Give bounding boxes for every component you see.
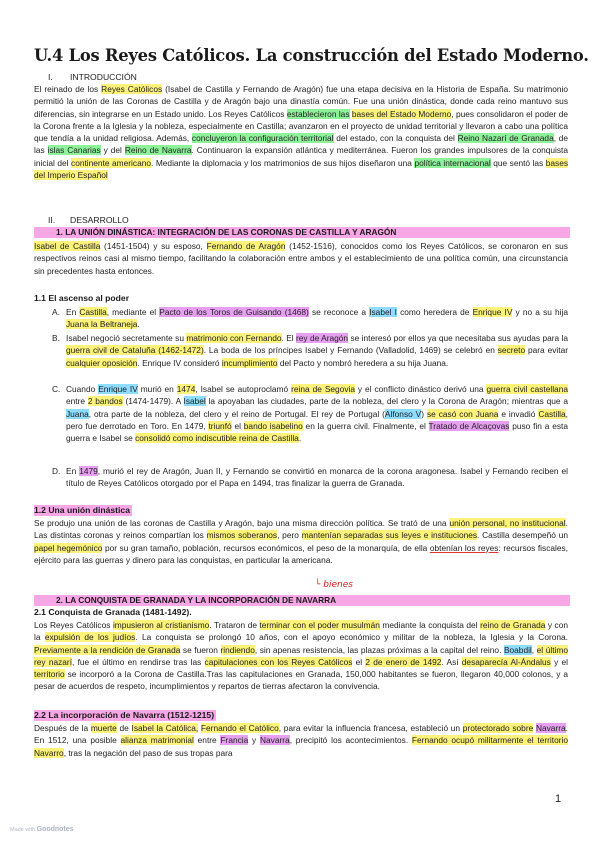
list-marker-c: C. xyxy=(52,384,61,394)
subheading-incorporacion-navarra: 2.2 La incorporación de Navarra (1512-1215) xyxy=(34,710,215,720)
paragraph-union-dinastica: Isabel de Castilla (1451-1504) y su esposo, Fernando de Aragón (1452-1516), conocidos como los Reyes Católicos, se coronaron en sus respectivos reinos casi al mismo tiempo, facilitando la colaboración entre ambos y el establecimiento de una política común, una circunstancia sin precedentes hasta entonces. xyxy=(34,241,568,276)
paragraph-conquista-granada: Los Reyes Católicos impusieron al cristianismo. Trataron de terminar con el poder musulmán mediante la conquista del reino de Granada y con la expulsión de los judíos. La conquista se prolongó 10 años, con el apoyo económico y militar de la nobleza, la Iglesia y la Corona. Previamente a la rendición de Granada se fueron rindiendo, sin apenas resistencia, las plazas próximas a la capital del reino. Boabdil, el último rey nazarí, fue el último en rendirse tras las capitulaciones con los Reyes Católicos el 2 de enero de 1492. Así desaparecía Al-Ándalus y el territorio se incorporó a la Corona de Castilla.Tras las capitulaciones en Granada, 150,000 habitantes se fueron, llegaron 40,000 colonos, y a pesar de acuerdos de respeto, incumplimientos y repartos de tierras afectaron la convivencia. xyxy=(34,620,569,692)
subheading-conquista-granada: 2.1 Conquista de Granada (1481-1492). xyxy=(34,607,192,617)
section-intro-heading xyxy=(48,72,137,82)
page-title: U.4 Los Reyes Católicos. La construcción del Estado Moderno. xyxy=(34,46,589,65)
section-intro-number: I. xyxy=(48,72,53,82)
handwritten-note: └ bienes xyxy=(315,580,353,590)
section-desarrollo-heading xyxy=(48,215,129,225)
list-marker-b: B. xyxy=(52,333,60,343)
heading-bar-conquista-granada: 2. LA CONQUISTA DE GRANADA Y LA INCORPORACIÓN DE NAVARRA xyxy=(34,595,570,606)
list-item-c: Cuando Enrique IV murió en 1474, Isabel se autoproclamó reina de Segovia y el conflicto dinástico derivó una guerra civil castellana entre 2 bandos (1474-1479). A Isabel la apoyaban las ciudades, parte de la nobleza, del clero y la Corona de Aragón; mientras que a Juana, otra parte de la nobleza, del clero y el reino de Portugal. El rey de Portugal (Alfonso V) se casó con Juana e invadió Castilla, pero fue derrotado en Toro. En 1479, triunfó el bando isabelino en la guerra civil. Finalmente, el Tratado de Alcaçovas puso fin a esta guerra e Isabel se consolidó como indiscutible reina de Castilla. xyxy=(66,384,568,443)
subheading-ascenso-poder: 1.1 El ascenso al poder xyxy=(34,293,130,303)
paragraph-union-dinastica-detalle: Se produjo una unión de las coronas de Castilla y Aragón, bajo una misma dirección política. Se trató de una unión personal, no institucional. Las distintas coronas y reinos compartían los mismos soberanos, pero mantenían separadas sus leyes e instituciones. Castilla desempeñó un papel hegemónico por su gran tamaño, población, recursos económicos, el peso de la monarquía, de ella obtenían los reyes: recursos fiscales, ejército para las guerras y dinero para las conquistas, en particular la americana. xyxy=(34,518,569,565)
goodnotes-watermark: Made with Goodnotes xyxy=(10,826,74,833)
section-intro-label: INTRODUCCIÓN xyxy=(70,72,137,82)
list-item-a: En Castilla, mediante el Pacto de los Toros de Guisando (1468) se reconoce a Isabel I como heredera de Enrique IV y no a su hija Juana la Beltraneja. xyxy=(66,307,569,330)
paragraph-incorporacion-navarra: Después de la muerte de Isabel la Católica, Fernando el Católico, para evitar la influencia francesa, estableció un protectorado sobre Navarra. En 1512, una posible alianza matrimonial entre Francia y Navarra, precipitó los acontecimientos. Fernando ocupó militarmente el territorio Navarro, tras la negación del paso de sus tropas para xyxy=(34,723,568,758)
list-item-d: En 1479, murió el rey de Aragón, Juan II, y Fernando se convirtió en monarca de la corona aragonesa. Isabel y Fernando reciben el título de Reyes Católicos otorgado por el Papa en 1494, tras finalizar la guerra de Granada. xyxy=(66,466,568,489)
page-number: 1 xyxy=(555,793,562,805)
list-marker-d: D. xyxy=(52,466,61,476)
list-marker-a: A. xyxy=(52,307,60,317)
section-desarrollo-label: DESARROLLO xyxy=(70,215,129,225)
heading-bar-union-dinastica: 1. LA UNIÓN DINÁSTICA: INTEGRACIÓN DE LAS CORONAS DE CASTILLA Y ARAGÓN xyxy=(34,227,570,238)
intro-paragraph: El reinado de los Reyes Católicos (Isabel de Castilla y Fernando de Aragón) fue una etapa decisiva en la Historia de España. Su matrimonio permitió la unión de las Coronas de Castilla y de Aragón bajo una dinastía común. Fue una unión dinástica, donde cada reino mantuvo sus diferencias, sin integrarse en un Estado unido. Los Reyes Católicos establecieron las bases del Estado Moderno, pues consolidaron el poder de la Corona frente a la Iglesia y la nobleza, especialmente en Castilla; avanzaron en el proyecto de unidad territorial y llevaron a cabo una política que tendía a la unidad religiosa. Además, concluyeron la configuración territorial del estado, con la conquista del Reino Nazarí de Granada, de las islas Canarias y del Reino de Navarra. Continuaron la expansión atlántica y mediterránea. Fueron los grandes impulsores de la conquista inicial del continente americano. Mediante la diplomacia y los matrimonios de sus hijos diseñaron una política internacional que sentó las bases del Imperio Español xyxy=(34,84,569,180)
list-item-b: Isabel negoció secretamente su matrimonio con Fernando. El rey de Aragón se interesó por ellos ya que necesitaba sus ayudas para la guerra civil de Cataluña (1462-1472). La boda de los príncipes Isabel y Fernando (Valladolid, 1469) se celebró en secreto para evitar cualquier oposición. Enrique IV consideró incumplimiento del Pacto y nombró heredera a su hija Juana. xyxy=(66,333,569,368)
subheading-union-dinastica: 1.2 Una unión dinástica xyxy=(34,505,130,515)
section-desarrollo-number: II. xyxy=(48,215,56,225)
